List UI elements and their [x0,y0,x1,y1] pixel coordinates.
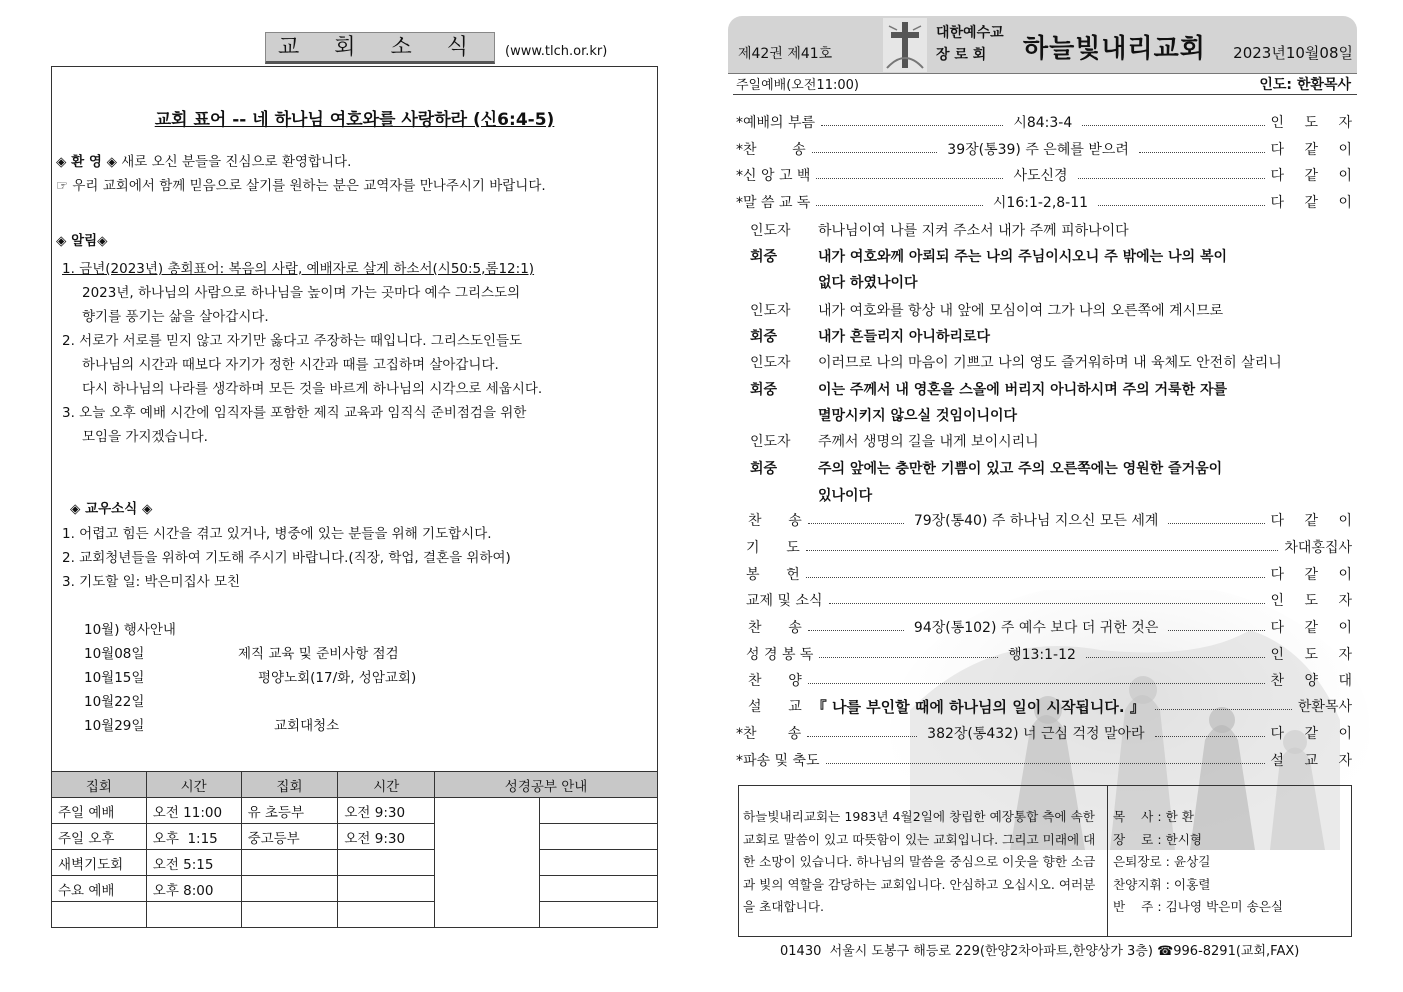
church-intro-box [738,785,1352,937]
reading-line: 내가 여호와께 아뢰되 주는 나의 주님이시오니 주 밖에는 나의 복이 [818,249,1228,265]
order-responsible: 인 도 자 [1270,115,1361,131]
reading-line: 하나님이여 나를 지켜 주소서 내가 주께 피하나이다 [818,223,1129,239]
schedule-header: 집회 [241,772,338,798]
denomination-line-1: 대한예수교 [936,25,1004,41]
leader-dots [812,152,938,153]
schedule-cell: 오전 9:30 [338,824,435,850]
table-row [52,798,658,824]
welcome-line [56,150,351,170]
order-label: *신 앙 고 백 [736,168,811,184]
order-responsible: 설 교 자 [1270,753,1360,769]
schedule-cell [146,902,241,928]
order-responsible: 다 같 이 [1270,726,1361,742]
schedule-header: 시간 [338,772,435,798]
table-row [52,876,658,902]
schedule-cell: 오후 1:15 [146,824,241,850]
order-item [736,510,1361,530]
notice-line: 다시 하나님의 나라를 생각하며 모든 것을 바르게 하나님의 시각으로 세웁시다. [82,381,543,397]
notice-line: 2. 서로가 서로를 믿지 않고 자기만 옳다고 주장하는 때입니다. 그리스도인들도 [62,333,523,349]
leader-dots [1155,709,1292,710]
order-item [736,750,1360,770]
schedule-header: 시간 [146,772,241,798]
order-item [736,617,1360,637]
sermon-title: 『 나를 부인할 때에 하나님의 일이 시작됩니다. 』 [811,697,1145,716]
bible-study-cell [540,824,658,850]
reading-line: 없다 하였나이다 [818,275,918,291]
staff-item: 찬양지휘 : 이홍렬 [1113,876,1211,892]
church-cross-logo-icon [883,18,927,72]
order-item [736,192,1360,212]
order-item [736,564,1360,584]
reading-line: 이는 주께서 내 영혼을 스올에 버리지 아니하시며 주의 거룩한 자를 [818,382,1228,398]
order-responsible: 다 같 이 [1270,567,1360,583]
order-label: *찬 송 [736,726,802,742]
reading-line: 주의 앞에는 충만한 기쁨이 있고 주의 오른쪽에는 영원한 즐거움이 [818,461,1223,477]
schedule-cell [241,902,338,928]
schedule-cell [241,876,338,902]
event-date: 10월29일 [84,718,145,734]
staff-item: 목 사 : 한 환 [1113,809,1194,824]
table-row [52,902,658,928]
staff-list [1113,806,1283,919]
reading-speaker: 인도자 [750,303,791,319]
order-responsible: 다 같 이 [1270,620,1360,636]
order-responsible: 다 같 이 [1270,513,1361,529]
leader-dots [808,683,1265,684]
fellow-line: 3. 기도할 일: 박은미집사 모친 [62,574,241,590]
leader-dots [821,125,1003,126]
order-label: 찬 송 [748,620,802,636]
leader-dots [808,630,904,631]
order-label: *찬 송 [736,142,806,158]
staff-item: 반 주 : 김나영 박은미 송은실 [1113,899,1284,914]
church-motto-text: 교회 표어 -- 네 하나님 여호와를 사랑하라 (신6:4-5) [154,110,555,130]
denomination-line-2: 장 로 회 [936,47,987,63]
order-responsible: 다 같 이 [1270,142,1361,158]
order-item [736,723,1361,743]
table-row [52,850,658,876]
order-item [736,537,1352,557]
church-news-title: 교 회 소 식 [265,32,495,64]
reading-line: 주께서 생명의 길을 내게 보이시리니 [818,434,1039,450]
order-content: 행13:1-12 [1008,647,1076,663]
order-content: 94장(통102) 주 예수 보다 더 귀한 것은 [913,620,1159,636]
reading-speaker: 인도자 [750,223,791,239]
bible-study-cell [435,798,540,928]
leader-dots [806,577,1265,578]
church-news-box [51,66,658,772]
reading-line: 이러므로 나의 마음이 기쁘고 나의 영도 즐거워하며 내 육체도 안전히 살리니 [818,355,1282,371]
notice-line: 하나님의 시간과 때보다 자기가 정한 시간과 때를 고집하며 살아갑니다. [82,357,499,373]
event-name: 평양노회(17/화, 성암교회) [258,670,417,686]
reading-speaker: 회중 [750,461,778,477]
staff-item: 은퇴장로 : 윤상길 [1113,854,1211,869]
reading-speaker: 회중 [750,382,778,398]
notice-line: 3. 오늘 오후 예배 시간에 임직자를 포함한 제직 교육과 임직식 준비점검을 위한 [62,405,527,421]
welcome-text: 새로 오신 분들을 진심으로 환영합니다. [121,154,352,170]
schedule-cell [338,850,435,876]
order-item [736,165,1361,185]
reading-line: 내가 여호와를 항상 내 앞에 모심이여 그가 나의 오른쪽에 계시므로 [818,303,1224,319]
fellow-line: 2. 교회청년들을 위하여 기도해 주시기 바랍니다.(직장, 학업, 결혼을 위하여) [62,550,511,566]
schedule-cell [338,902,435,928]
schedule-cell: 오전 9:30 [338,798,435,824]
welcome-heading: ◈ 환 영 ◈ [56,154,117,170]
notice-heading: ◈ 알림◈ [56,233,108,249]
order-item [736,696,1352,716]
order-responsible: 인 도 자 [1270,593,1360,609]
fellow-heading: ◈ 교우소식 ◈ [70,501,153,517]
order-content: 시84:3-4 [1013,115,1073,131]
bulletin-date: 2023년10월08일 [1233,44,1353,62]
leader-dots [816,205,982,206]
event-name: 제직 교육 및 준비사항 점검 [238,646,399,662]
event-name: 교회대청소 [274,718,340,734]
schedule-header-row [52,772,658,798]
leader-dots [1098,205,1264,206]
schedule-cell [52,902,147,928]
order-responsible: 다 같 이 [1270,168,1361,184]
reading-line: 있나이다 [818,488,873,504]
schedule-cell: 주일 예배 [52,798,147,824]
intro-divider [1107,786,1108,936]
order-content: 79장(통40) 주 하나님 지으신 모든 세계 [913,513,1159,529]
table-row [52,824,658,850]
schedule-cell: 주일 오후 [52,824,147,850]
notice-line: 1. 금년(2023년) 총회표어: 복음의 사람, 예배자로 살게 하소서(시50:5,롬12:1) [62,261,535,277]
service-time: 주일예배(오전11:00) [736,78,859,93]
schedule-cell [241,850,338,876]
church-url[interactable]: (www.tlch.or.kr) [505,44,608,59]
order-label: 교제 및 소식 [746,593,823,609]
order-label: 설 교 [748,699,802,715]
order-item [736,590,1360,610]
reading-speaker: 회중 [750,329,778,345]
event-date: 10월08일 [84,646,145,662]
leader-dots [1155,736,1265,737]
schedule-header: 성경공부 안내 [435,772,658,798]
left-page-header [265,32,607,64]
welcome-line-2: ☞ 우리 교회에서 함께 믿음으로 살기를 원하는 분은 교역자를 만나주시기 바랍니다. [56,178,546,194]
denomination [936,22,1004,66]
order-label: 봉 헌 [746,567,800,583]
order-responsible: 다 같 이 [1270,195,1360,211]
order-label: 성 경 봉 독 [746,647,814,663]
schedule-header: 집회 [52,772,147,798]
leader-dots [826,763,1265,764]
order-item [736,139,1361,159]
notice-line: 모임을 가지겠습니다. [82,429,208,445]
leader-dots [808,523,904,524]
order-item [736,112,1361,132]
reading-speaker: 회중 [750,249,778,265]
reading-line: 내가 흔들리지 아니하리로다 [818,329,991,345]
bible-study-cell [540,876,658,902]
order-label: *파송 및 축도 [736,753,820,769]
schedule-cell: 오전 11:00 [146,798,241,824]
order-content: 시16:1-2,8-11 [992,195,1089,211]
order-responsible: 한환목사 [1297,699,1352,715]
schedule-cell: 유 초등부 [241,798,338,824]
order-label: 찬 양 [748,673,802,689]
leader-dots [1168,630,1264,631]
church-intro-text: 하늘빛내리교회는 1983년 4월2일에 창립한 예장통합 측에 속한 교회로 말씀이 있고 따뜻함이 있는 교회입니다. 그리고 미래에 대한 소망이 있습니다. 하나님의 말씀을 중심으로 이웃을 향한 소금과 빛의 역할을 감당하는 교회입니다. 안심하고 오십시오. 여러분을 초대합니다. [743,809,1096,914]
reading-speaker: 인도자 [750,434,791,450]
leader-dots [829,603,1265,604]
bulletin-header [728,16,1357,74]
schedule-cell: 수요 예배 [52,876,147,902]
leader-dots [807,736,917,737]
volume-number: 제42권 제41호 [738,46,833,62]
order-content: 382장(통432) 너 근심 걱정 말아라 [927,726,1145,742]
order-label: *말 씀 교 독 [736,195,811,211]
church-address: 01430 서울시 도봉구 해등로 229(한양2차아파트,한양상가 3층) ☎996-8291(교회,FAX) [780,944,1300,959]
reading-speaker: 인도자 [750,355,791,371]
event-date: 10월15일 [84,670,145,686]
order-responsible: 인 도 자 [1270,647,1360,663]
order-content: 사도신경 [1013,168,1068,184]
leader-dots [806,550,1279,551]
event-date: 10월22일 [84,694,145,710]
bible-study-cell [540,850,658,876]
notice-line: 2023년, 하나님의 사람으로 하나님을 높이며 가는 곳마다 예수 그리스도의 [82,285,521,301]
order-content: 39장(통39) 주 은혜를 받으려 [947,142,1129,158]
header-divider [733,94,1357,95]
leader-dots [1139,152,1265,153]
order-responsible: 차대홍집사 [1284,540,1352,556]
church-name: 하늘빛내리교회 [1023,34,1206,64]
schedule-cell: 오후 8:00 [146,876,241,902]
leader-dots [819,657,998,658]
staff-item: 장 로 : 한시형 [1113,831,1203,847]
order-label: 찬 송 [748,513,802,529]
bible-study-cell [540,902,658,928]
fellow-line: 1. 어렵고 힘든 시간을 겪고 있거나, 병중에 있는 분들을 위해 기도합시다. [62,526,492,542]
schedule-cell: 중고등부 [241,824,338,850]
order-label: 기 도 [746,540,800,556]
church-motto [52,105,657,130]
leader-dots [816,178,1003,179]
schedule-table [51,771,658,928]
bible-study-cell [540,798,658,824]
schedule-cell [338,876,435,902]
order-responsible: 찬 양 대 [1270,673,1360,689]
events-title: 10월) 행사안내 [84,622,176,638]
order-item [736,670,1360,690]
reading-line: 멸망시키지 않으실 것임이니이다 [818,408,1018,424]
order-label: *예배의 부름 [736,115,816,131]
service-leader: 인도: 한환목사 [1259,77,1351,93]
leader-dots [1168,523,1264,524]
leader-dots [1078,178,1265,179]
leader-dots [1086,657,1265,658]
schedule-cell: 오전 5:15 [146,850,241,876]
order-item [736,644,1360,664]
schedule-cell: 새벽기도회 [52,850,147,876]
leader-dots [1082,125,1264,126]
notice-line: 향기를 풍기는 삶을 살아갑시다. [82,309,269,325]
